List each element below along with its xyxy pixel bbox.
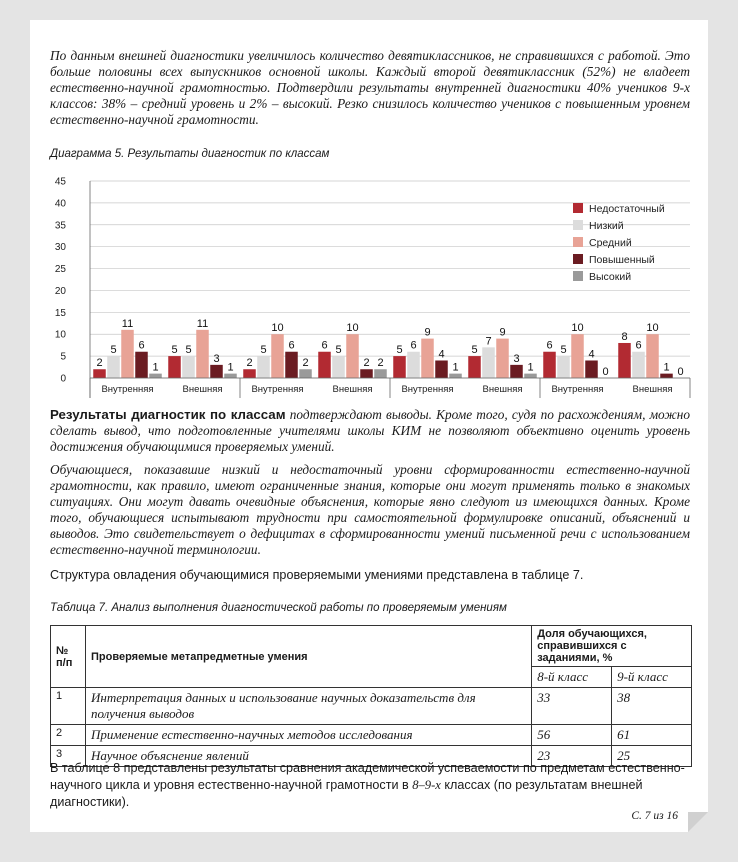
bar bbox=[449, 374, 462, 378]
bar bbox=[468, 356, 481, 378]
row-number: 1 bbox=[51, 688, 86, 725]
bar bbox=[482, 347, 495, 378]
data-label: 6 bbox=[288, 339, 295, 352]
data-label: 7 bbox=[485, 335, 492, 348]
intro-paragraph: По данным внешней диагностики увеличилось количество девятиклассников, не справившихся с работой. Это больше половины всех выпускников основной школы. Каждый второй девятиклассник (52%) не владеет естественно-научной грамотностью. Подтвердили результаты внутренней диагностики 40% учеников 9-х классов: 38% – средний уровень и 2% – высокий. Резко снизилось количество учеников с повышенным уровнем естественно-научной грамотности. bbox=[50, 48, 690, 127]
bar bbox=[318, 352, 331, 378]
data-label: 5 bbox=[471, 344, 478, 357]
y-tick-label: 30 bbox=[54, 242, 66, 254]
table8-grades: 8–9-х bbox=[412, 778, 441, 792]
chart-legend bbox=[573, 203, 665, 283]
row-value-9: 61 bbox=[612, 725, 692, 746]
x-tick-label: Внутренняя bbox=[401, 384, 454, 395]
data-label: 8 bbox=[621, 330, 628, 343]
bar bbox=[121, 330, 134, 378]
legend-swatch bbox=[573, 254, 583, 264]
data-label: 6 bbox=[321, 339, 328, 352]
bar bbox=[543, 352, 556, 378]
bar bbox=[393, 356, 406, 378]
bar bbox=[660, 374, 673, 378]
x-tick-label: Внутренняя bbox=[551, 384, 604, 395]
y-tick-label: 15 bbox=[54, 307, 66, 319]
data-label: 1 bbox=[527, 361, 534, 374]
data-label: 1 bbox=[663, 361, 670, 374]
data-label: 1 bbox=[227, 361, 234, 374]
y-tick-label: 45 bbox=[54, 176, 66, 188]
bar bbox=[93, 369, 106, 378]
row-value-9: 25 bbox=[612, 746, 692, 767]
row-value-8: 23 bbox=[532, 746, 612, 767]
data-label: 10 bbox=[271, 322, 284, 335]
col-skills-header: Проверяемые метапредметные умения bbox=[86, 626, 532, 688]
x-tick-label: Внутренняя bbox=[101, 384, 154, 395]
row-value-8: 33 bbox=[532, 688, 612, 725]
skills-table bbox=[50, 625, 692, 767]
row-skill: Интерпретация данных и использование научных доказательств для получения выводов bbox=[86, 688, 532, 725]
y-tick-label: 10 bbox=[54, 329, 66, 341]
bar bbox=[407, 352, 420, 378]
col-8-header: 8-й класс bbox=[532, 667, 612, 688]
row-skill: Научное объяснение явлений bbox=[86, 746, 532, 767]
bar bbox=[299, 369, 312, 378]
table-caption: Таблица 7. Анализ выполнения диагностической работы по проверяемым умениям bbox=[50, 602, 507, 614]
results-paragraph bbox=[50, 407, 690, 455]
data-label: 2 bbox=[302, 357, 309, 370]
data-label: 4 bbox=[588, 348, 595, 361]
bar bbox=[585, 360, 598, 378]
data-label: 0 bbox=[677, 366, 684, 378]
bar bbox=[510, 365, 523, 378]
x-tick-label: Внутренняя bbox=[251, 384, 304, 395]
data-label: 4 bbox=[438, 348, 445, 361]
col-9-header: 9-й класс bbox=[612, 667, 692, 688]
data-label: 5 bbox=[335, 344, 342, 357]
x-tick-label: Внешняя bbox=[182, 384, 223, 395]
chart-x-axis bbox=[90, 378, 690, 398]
bar bbox=[618, 343, 631, 378]
results-heading: Результаты диагностик по классам bbox=[50, 407, 286, 422]
table-header-row bbox=[51, 626, 692, 667]
bar bbox=[182, 356, 195, 378]
bar bbox=[257, 356, 270, 378]
legend-label: Низкий bbox=[589, 220, 624, 232]
table8-text-before: В таблице 8 представлены результаты сравнения академической успеваемости по предметам естественно-научного цикла и уровня естественно-научной грамотности в bbox=[50, 761, 685, 792]
bar bbox=[374, 369, 387, 378]
y-tick-label: 0 bbox=[60, 373, 66, 385]
data-label: 6 bbox=[546, 339, 553, 352]
data-label: 6 bbox=[138, 339, 145, 352]
row-value-9: 38 bbox=[612, 688, 692, 725]
data-label: 11 bbox=[196, 317, 209, 330]
y-tick-label: 40 bbox=[54, 198, 66, 210]
chart-bars bbox=[93, 318, 683, 378]
legend-swatch bbox=[573, 220, 583, 230]
bar bbox=[149, 374, 162, 378]
data-label: 5 bbox=[185, 344, 192, 357]
row-number: 3 bbox=[51, 746, 86, 767]
table-row bbox=[51, 725, 692, 746]
data-label: 10 bbox=[646, 322, 659, 335]
bar bbox=[346, 334, 359, 378]
legend-swatch bbox=[573, 271, 583, 281]
bar bbox=[632, 352, 645, 378]
bar bbox=[196, 330, 209, 378]
y-tick-label: 5 bbox=[60, 351, 66, 363]
data-label: 5 bbox=[560, 344, 567, 357]
table-row bbox=[51, 688, 692, 725]
data-label: 3 bbox=[513, 352, 520, 365]
bar bbox=[557, 356, 570, 378]
bar bbox=[210, 365, 223, 378]
bar bbox=[135, 352, 148, 378]
bar bbox=[271, 334, 284, 378]
data-label: 2 bbox=[96, 357, 103, 370]
legend-label: Средний bbox=[589, 237, 632, 249]
bar bbox=[285, 352, 298, 378]
row-skill: Применение естественно-научных методов исследования bbox=[86, 725, 532, 746]
data-label: 1 bbox=[452, 361, 459, 374]
legend-label: Повышенный bbox=[589, 254, 655, 266]
bar bbox=[224, 374, 237, 378]
data-label: 11 bbox=[121, 317, 134, 330]
data-label: 5 bbox=[260, 344, 267, 357]
data-label: 2 bbox=[363, 357, 370, 370]
y-tick-label: 20 bbox=[54, 285, 66, 297]
bar bbox=[646, 334, 659, 378]
data-label: 0 bbox=[602, 366, 609, 378]
bar bbox=[421, 339, 434, 378]
data-label: 2 bbox=[246, 357, 253, 370]
legend-label: Недостаточный bbox=[589, 203, 665, 215]
data-label: 6 bbox=[410, 339, 417, 352]
bar bbox=[496, 339, 509, 378]
data-label: 5 bbox=[110, 344, 117, 357]
data-label: 1 bbox=[152, 361, 159, 374]
data-label: 5 bbox=[171, 344, 178, 357]
bar bbox=[107, 356, 120, 378]
data-label: 10 bbox=[346, 322, 359, 335]
col-share-header: Доля обучающихся, справившихся с заданиями, % bbox=[532, 626, 692, 667]
x-tick-label: Внешняя bbox=[632, 384, 673, 395]
data-label: 2 bbox=[377, 357, 384, 370]
skills-paragraph: Обучающиеся, показавшие низкий и недостаточный уровни сформированности естественно-научной грамотности, как правило, имеют ограниченные знания, которые они могут применять только в знакомых ситуациях. Они могут давать очевидные объяснения, которые явно следуют из имеющихся данных. Кроме того, обучающиеся испытывают трудности при самостоятельной формулировке описаний, объяснений и выводов. Это свидетельствует о дефицитах в сформированности умений письменной речи с использованием естественно-научной терминологии. bbox=[50, 462, 690, 557]
document-page bbox=[30, 20, 708, 832]
row-value-8: 56 bbox=[532, 725, 612, 746]
page-corner-fold bbox=[688, 812, 708, 832]
row-number: 2 bbox=[51, 725, 86, 746]
data-label: 6 bbox=[635, 339, 642, 352]
bar bbox=[168, 356, 181, 378]
legend-label: Высокий bbox=[589, 271, 632, 283]
bar bbox=[243, 369, 256, 378]
legend-swatch bbox=[573, 237, 583, 247]
data-label: 3 bbox=[213, 352, 220, 365]
data-label: 9 bbox=[499, 326, 506, 339]
bar bbox=[435, 360, 448, 378]
bar bbox=[360, 369, 373, 378]
y-tick-label: 35 bbox=[54, 220, 66, 232]
bar bbox=[571, 334, 584, 378]
x-tick-label: Внешняя bbox=[482, 384, 523, 395]
col-num-header: № п/п bbox=[51, 626, 86, 688]
bar bbox=[332, 356, 345, 378]
chart-caption: Диаграмма 5. Результаты диагностик по классам bbox=[50, 148, 330, 160]
data-label: 10 bbox=[571, 322, 584, 335]
data-label: 5 bbox=[396, 344, 403, 357]
results-bar-chart bbox=[40, 168, 700, 398]
bar bbox=[524, 374, 537, 378]
x-tick-label: Внешняя bbox=[332, 384, 373, 395]
chart-y-axis bbox=[55, 177, 90, 399]
structure-sentence: Структура овладения обучающимися проверяемыми умениями представлена в таблице 7. bbox=[50, 568, 584, 582]
data-label: 9 bbox=[424, 326, 431, 339]
legend-swatch bbox=[573, 203, 583, 213]
results-text: подтверждают выводы. Кроме того, судя по расхождениям, можно сделать вывод, что подготовленные учителями школы КИМ не позволяют объективно оценить уровень достижения обучающимися проверяемых умений. bbox=[50, 407, 690, 454]
table8-text-after: классах (по результатам внешней диагностики). bbox=[50, 778, 643, 809]
page-number: С. 7 из 16 bbox=[631, 810, 678, 822]
y-tick-label: 25 bbox=[54, 264, 66, 276]
table8-paragraph bbox=[50, 760, 690, 811]
